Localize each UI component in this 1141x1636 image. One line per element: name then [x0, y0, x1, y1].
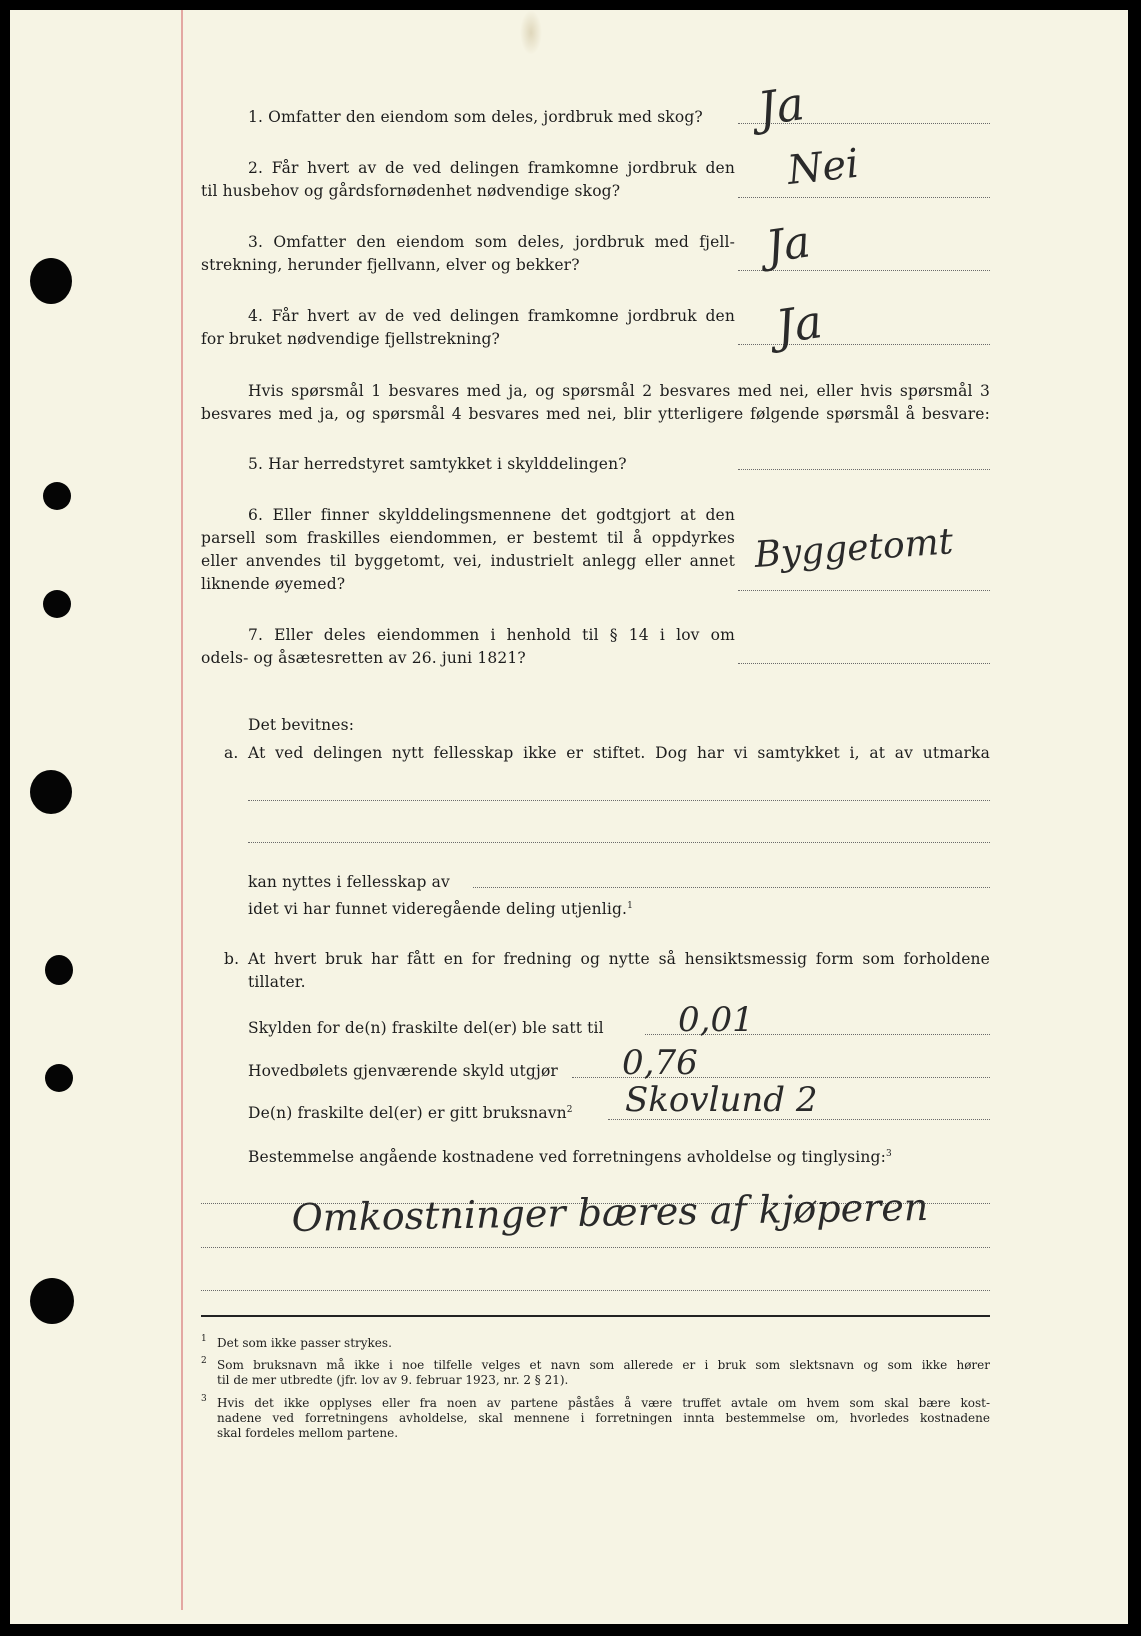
answer-line — [738, 197, 990, 198]
answer-1: Ja — [754, 76, 808, 136]
fill-line — [201, 1290, 990, 1291]
skyld-label: Skylden for de(n) fraskilte del(er) ble satt til — [248, 1019, 604, 1037]
paper-stain — [520, 10, 542, 55]
answer-line — [738, 469, 990, 470]
footnote-3-line-1: Hvis det ikke opplyses eller fra noen av partene påståes å være truffet avtale om hvem som skal bære kost- — [217, 1396, 990, 1410]
bruksnavn-label — [248, 1104, 573, 1122]
footnote-3-line-3: skal fordeles mellom partene. — [217, 1426, 399, 1440]
fill-line — [473, 887, 990, 888]
attest-a-reason-text: idet vi har funnet videregående deling utjenlig. — [248, 900, 628, 918]
attest-a-label: a. — [224, 744, 239, 762]
punch-hole — [45, 955, 73, 985]
attest-b-line-2: tillater. — [248, 973, 306, 991]
answer-3: Ja — [762, 216, 814, 273]
attest-a-reason — [248, 900, 633, 918]
question-3-line-2: strekning, herunder fjellvann, elver og bekker? — [201, 256, 580, 274]
question-7-line-1: 7. Eller deles eiendommen i henhold til § 14 i lov om — [248, 626, 735, 644]
footnote-2-line-1: Som bruksnavn må ikke i noe tilfelle velges et navn som allerede er i bruk som slektsnavn og som ikke hører — [217, 1358, 990, 1372]
footnote-3-line-2: nadene ved forretningens avholdelse, skal mennene i forretningen innta bestemmelse om, hvorledes kostnadene — [217, 1411, 990, 1425]
question-2-line-2: til husbehov og gårdsfornødenhet nødvendige skog? — [201, 182, 621, 200]
punch-hole — [30, 770, 72, 814]
attest-a-common: kan nyttes i fellesskap av — [248, 873, 450, 891]
punch-hole — [30, 1278, 74, 1324]
kost-label-text: Bestemmelse angående kostnadene ved forretningens avholdelse og tinglysing: — [248, 1148, 886, 1166]
question-6-line-4: liknende øyemed? — [201, 575, 346, 593]
hoved-label: Hovedbølets gjenværende skyld utgjør — [248, 1062, 558, 1080]
hoved-value: 0,76 — [622, 1043, 698, 1083]
question-7-line-2: odels- og åsætesretten av 26. juni 1821? — [201, 649, 526, 667]
footnote-ref: 2 — [566, 1104, 573, 1115]
answer-6: Byggetomt — [753, 521, 955, 576]
skyld-value: 0,01 — [678, 1000, 754, 1040]
footnote-1-num: 1 — [201, 1334, 207, 1344]
form-sheet — [10, 10, 1128, 1624]
question-6-line-2: parsell som fraskilles eiendommen, er bestemt til å oppdyrkes — [201, 529, 735, 547]
question-6-line-1: 6. Eller finner skylddelingsmennene det godtgjort at den — [248, 506, 735, 524]
attest-heading: Det bevitnes: — [248, 716, 355, 734]
attest-b-line-1: At hvert bruk har fått en for fredning og nytte så hensiktsmessig form som forholdene — [248, 950, 990, 968]
answer-4: Ja — [772, 294, 826, 354]
answer-line — [738, 344, 990, 345]
attest-b-label: b. — [224, 950, 240, 968]
fill-line — [201, 1247, 990, 1248]
question-6-line-3: eller anvendes til byggetomt, vei, industrielt anlegg eller annet — [201, 552, 735, 570]
fill-line — [248, 842, 990, 843]
attest-a-text: At ved delingen nytt fellesskap ikke er stiftet. Dog har vi samtykket i, at av utmarka — [248, 744, 990, 762]
footnote-ref: 3 — [885, 1148, 892, 1159]
conditional-text-line-1: Hvis spørsmål 1 besvares med ja, og spørsmål 2 besvares med nei, eller hvis spørsmål 3 — [248, 382, 990, 400]
answer-line — [738, 663, 990, 664]
question-5: 5. Har herredstyret samtykket i skylddelingen? — [248, 455, 627, 473]
question-4-line-1: 4. Får hvert av de ved delingen framkomne jordbruk den — [248, 307, 735, 325]
question-4-line-2: for bruket nødvendige fjellstrekning? — [201, 330, 500, 348]
margin-line — [181, 10, 183, 1610]
bruksnavn-value: Skovlund 2 — [625, 1080, 818, 1120]
answer-2: Nei — [785, 140, 862, 194]
question-1: 1. Omfatter den eiendom som deles, jordbruk med skog? — [248, 108, 703, 126]
footnote-1: Det som ikke passer strykes. — [217, 1336, 392, 1350]
bruksnavn-label-text: De(n) fraskilte del(er) er gitt bruksnavn — [248, 1104, 567, 1122]
answer-line — [738, 590, 990, 591]
punch-hole — [30, 258, 72, 304]
footnote-2-num: 2 — [201, 1356, 207, 1366]
footnote-ref: 1 — [627, 900, 634, 911]
punch-hole — [43, 590, 71, 618]
punch-hole — [45, 1064, 73, 1092]
footnote-3-num: 3 — [201, 1394, 207, 1404]
question-3-line-1: 3. Omfatter den eiendom som deles, jordbruk med fjell- — [248, 233, 735, 251]
conditional-text-line-2: besvares med ja, og spørsmål 4 besvares med nei, blir ytterligere følgende spørsmål å besvare: — [201, 405, 990, 423]
fill-line — [248, 800, 990, 801]
kost-value: Omkostninger bæres af kjøperen — [291, 1184, 929, 1240]
footnote-rule — [201, 1315, 990, 1317]
footnote-2-line-2: til de mer utbredte (jfr. lov av 9. februar 1923, nr. 2 § 21). — [217, 1373, 569, 1387]
punch-hole — [43, 482, 71, 510]
kost-label — [248, 1148, 892, 1166]
question-2-line-1: 2. Får hvert av de ved delingen framkomne jordbruk den — [248, 159, 735, 177]
